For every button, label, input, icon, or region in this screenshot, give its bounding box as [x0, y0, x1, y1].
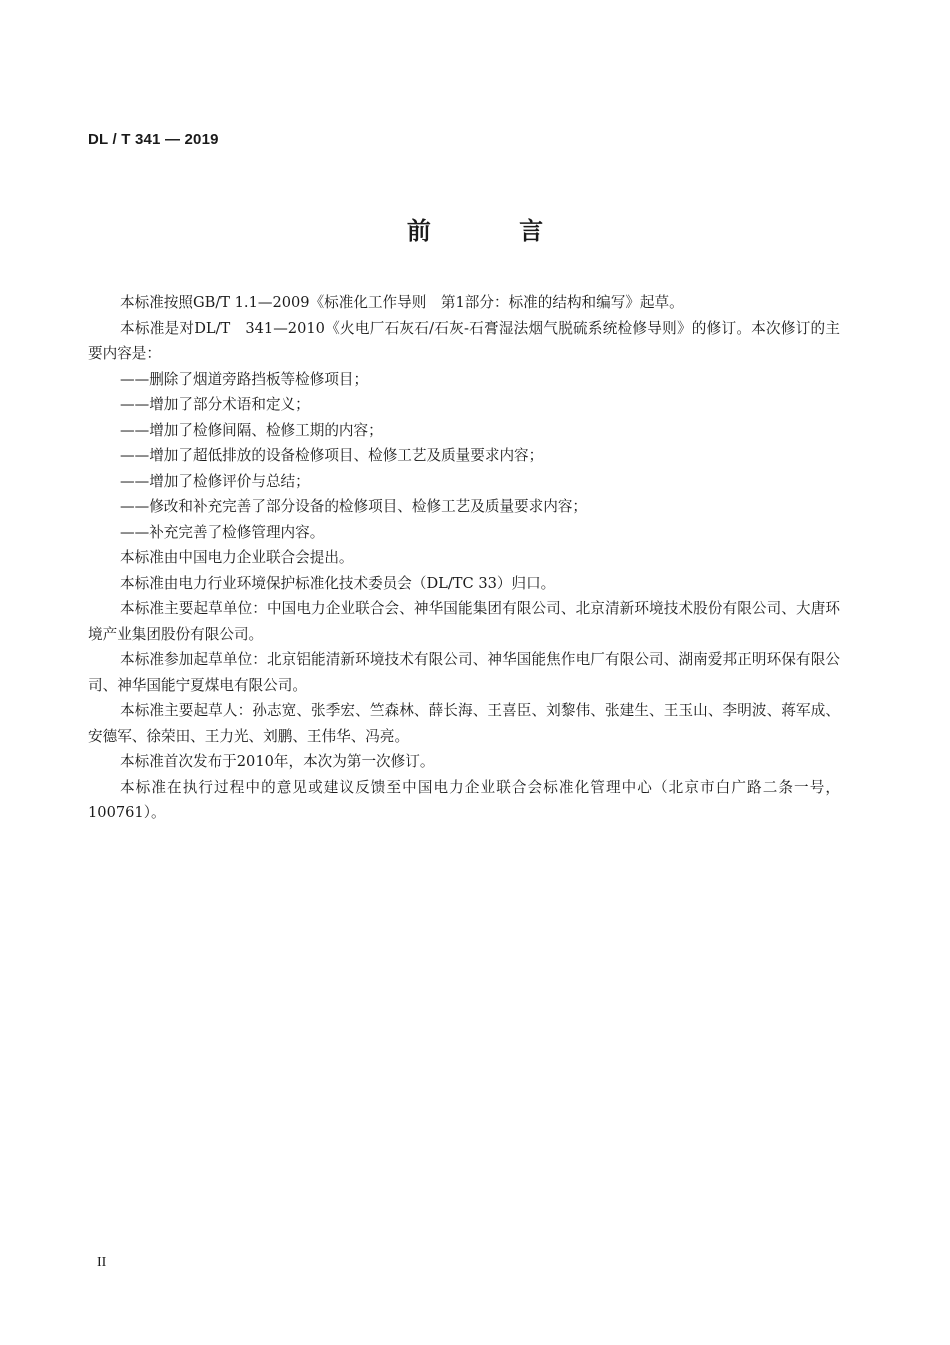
list-item: ——增加了部分术语和定义； [120, 396, 310, 413]
page-number: II [97, 1255, 107, 1270]
page-title: 前 言 [406, 217, 584, 245]
paragraph-main-drafters-orgs: 本标准主要起草单位：中国电力企业联合会、神华国能集团有限公司、北京清新环境技术股份有限公司、大唐环境产业集团股份有限公司。 [88, 600, 840, 643]
paragraph-release-history: 本标准首次发布于2010年，本次为第一次修订。 [120, 753, 435, 770]
list-item: ——增加了检修评价与总结； [120, 472, 310, 490]
list-item: ——增加了超低排放的设备检修项目、检修工艺及质量要求内容； [120, 447, 544, 464]
preface-body [88, 290, 840, 826]
list-item: ——增加了检修间隔、检修工期的内容； [120, 421, 383, 439]
paragraph-revision-intro: 本标准是对DL/T 341—2010《火电厂石灰石/石灰-石膏湿法烟气脱硫系统检修导则》的修订。本次修订的主要内容是： [88, 319, 840, 362]
paragraph-proposer: 本标准由中国电力企业联合会提出。 [120, 549, 354, 566]
revision-list [88, 367, 840, 546]
list-item: ——补充完善了检修管理内容。 [120, 523, 325, 541]
paragraph-drafting-basis: 本标准按照GB/T 1.1—2009《标准化工作导则 第1部分：标准的结构和编写》起草。 [120, 294, 684, 311]
list-item: ——修改和补充完善了部分设备的检修项目、检修工艺及质量要求内容； [120, 498, 588, 515]
standard-code: DL / T 341 — 2019 [88, 131, 219, 148]
paragraph-committee: 本标准由电力行业环境保护标准化技术委员会（DL/TC 33）归口。 [120, 574, 556, 592]
paragraph-participating-orgs: 本标准参加起草单位：北京铝能清新环境技术有限公司、神华国能焦作电厂有限公司、湖南爱邦正明环保有限公司、神华国能宁夏煤电有限公司。 [88, 651, 840, 694]
list-item: ——删除了烟道旁路挡板等检修项目； [120, 370, 369, 388]
paragraph-drafters: 本标准主要起草人：孙志宽、张季宏、竺森林、薛长海、王喜臣、刘黎伟、张建生、王玉山、李明波、蒋军成、安德军、徐荣田、王力光、刘鹏、王伟华、冯亮。 [88, 702, 840, 745]
paragraph-feedback: 本标准在执行过程中的意见或建议反馈至中国电力企业联合会标准化管理中心（北京市白广路二条一号，100761）。 [88, 778, 840, 821]
